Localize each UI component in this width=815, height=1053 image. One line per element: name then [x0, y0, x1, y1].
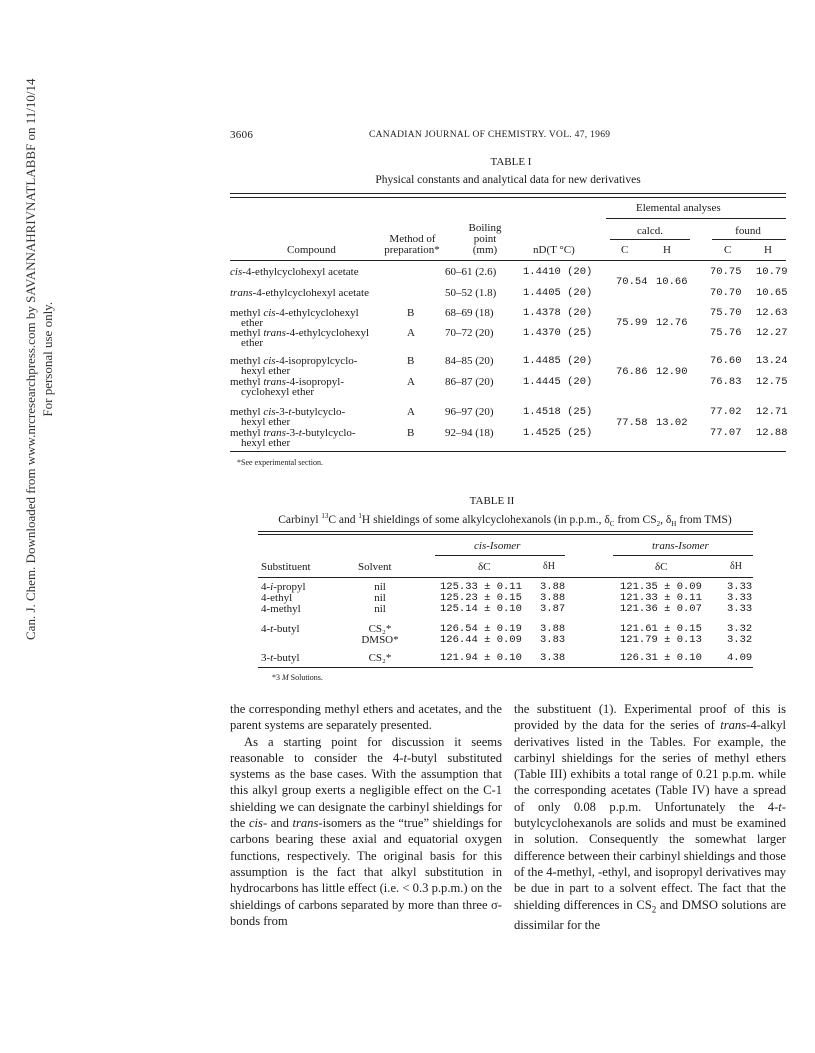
header-h2: H	[764, 244, 772, 256]
refractive-index: 1.4445 (20)	[523, 376, 593, 388]
found-c: 75.76	[710, 327, 742, 339]
trans-dh: 3.32	[727, 634, 753, 646]
trans-dh: 3.33	[727, 592, 753, 604]
refractive-index: 1.4525 (25)	[523, 427, 593, 439]
method: B	[407, 355, 415, 367]
calcd-rule	[610, 239, 690, 240]
header-dc-trans: δC	[655, 561, 668, 573]
table-1-footnote: *See experimental section.	[237, 458, 323, 467]
found-c: 70.75	[710, 266, 742, 278]
header-c2: C	[724, 244, 732, 256]
header-trans: trans-Isomer	[652, 540, 709, 552]
watermark-line-1: Can. J. Chem. Downloaded from www.nrcresearchpress.com by SAVANNAHRIVNATLABBF on 11/10/14	[23, 78, 38, 640]
trans-dh: 3.33	[727, 581, 753, 593]
compound-name: methyl cis-3-t-butylcyclo-	[230, 406, 346, 418]
solvent: DMSO*	[361, 634, 399, 646]
page-number: 3606	[230, 129, 254, 141]
table-2-top-rule-2	[258, 534, 753, 535]
boiling-point: 92–94 (18)	[445, 427, 494, 439]
header-compound: Compound	[287, 244, 336, 256]
found-h: 12.88	[756, 427, 788, 439]
compound-name: methyl trans-4-isopropyl-	[230, 376, 344, 388]
boiling-point: 50–52 (1.8)	[445, 287, 497, 299]
calcd-c: 70.54	[616, 276, 648, 288]
paragraph: As a starting point for discussion it seems reasonable to consider the 4-t-butyl substituted systems as the base cases. With the assumption that this alkyl group exerts a negligible effect on the C-1 shielding we can designate the carbinyl shieldings for the cis- and trans-isomers as the “true” shieldings for carbons bearing these axial and equatorial oxygen functions, respectively. The original basis for this assumption is the fact that alkyl substitution in hydrocarbons has little effect (i.e. < 0.3 p.p.m.) on the shieldings of carbons separated by more than three σ-bonds from	[230, 734, 502, 928]
substituent: 4-i-propyl	[261, 581, 306, 593]
method: A	[407, 327, 415, 339]
found-rule	[712, 239, 786, 240]
found-c: 75.70	[710, 307, 742, 319]
header-nd: nD(T °C)	[533, 244, 575, 256]
boiling-point: 86–87 (20)	[445, 376, 494, 388]
table-1-top-rule	[230, 193, 786, 194]
trans-dc: 121.79 ± 0.13	[620, 634, 702, 646]
found-c: 76.60	[710, 355, 742, 367]
method: A	[407, 406, 415, 418]
compound-name-cont: hexyl ether	[241, 365, 291, 377]
cis-dh: 3.83	[540, 634, 566, 646]
substituent: 3-t-butyl	[261, 652, 300, 664]
found-c: 70.70	[710, 287, 742, 299]
calcd-h: 12.90	[656, 366, 688, 378]
compound-name: methyl cis-4-ethylcyclohexyl	[230, 307, 359, 319]
cis-dc: 126.44 ± 0.09	[440, 634, 522, 646]
calcd-c: 76.86	[616, 366, 648, 378]
trans-dh: 3.33	[727, 603, 753, 615]
boiling-point: 68–69 (18)	[445, 307, 494, 319]
compound-name-cont: cyclohexyl ether	[241, 386, 314, 398]
body-column-left	[230, 701, 502, 929]
table-2-label: TABLE II	[469, 495, 515, 507]
table-1-caption: Physical constants and analytical data for new derivatives	[375, 174, 641, 186]
compound-name: methyl trans-3-t-butylcyclo-	[230, 427, 356, 439]
header-cis: cis-Isomer	[474, 540, 521, 552]
boiling-point: 96–97 (20)	[445, 406, 494, 418]
calcd-h: 12.76	[656, 317, 688, 329]
header-found: found	[735, 225, 761, 237]
trans-dh: 3.32	[727, 623, 753, 635]
cis-dc: 121.94 ± 0.10	[440, 652, 522, 664]
substituent: 4-t-butyl	[261, 623, 300, 635]
compound-name-cont: ether	[241, 337, 263, 349]
method: B	[407, 307, 415, 319]
solvent: nil	[374, 581, 386, 593]
compound-name: methyl cis-4-isopropylcyclo-	[230, 355, 358, 367]
trans-dc: 121.35 ± 0.09	[620, 581, 702, 593]
refractive-index: 1.4378 (20)	[523, 307, 593, 319]
cis-dh: 3.88	[540, 581, 566, 593]
boiling-point: 70–72 (20)	[445, 327, 494, 339]
calcd-c: 77.58	[616, 417, 648, 429]
found-h: 12.63	[756, 307, 788, 319]
refractive-index: 1.4518 (25)	[523, 406, 593, 418]
cis-dc: 125.14 ± 0.10	[440, 603, 522, 615]
table-2-footnote: *3 M Solutions.	[272, 673, 323, 682]
solvent: nil	[374, 603, 386, 615]
compound-name: cis-4-ethylcyclohexyl acetate	[230, 266, 359, 278]
table-2-caption: Carbinyl $^{13}$C and $^1$H shieldings of some alkylcyclohexanols (in p.p.m., $\delta_C$ from $CS_2$, $\delta_H$ from TMS)	[278, 512, 732, 529]
refractive-index: 1.4410 (20)	[523, 266, 593, 278]
compound-name-cont: ether	[241, 317, 263, 329]
method: B	[407, 427, 415, 439]
solvent: CS₂*	[368, 652, 392, 664]
header-substituent: Substituent	[261, 561, 311, 573]
table-1-bottom-rule	[230, 451, 786, 452]
header-boiling-1: Boiling	[468, 222, 502, 234]
header-calcd: calcd.	[637, 225, 663, 237]
elemental-rule	[606, 218, 786, 219]
refractive-index: 1.4485 (20)	[523, 355, 593, 367]
header-method-2: preparation*	[384, 244, 440, 256]
cis-dc: 125.23 ± 0.15	[440, 592, 522, 604]
cis-dc: 126.54 ± 0.19	[440, 623, 522, 635]
boiling-point: 60–61 (2.6)	[445, 266, 497, 278]
refractive-index: 1.4370 (25)	[523, 327, 593, 339]
found-h: 12.75	[756, 376, 788, 388]
substituent: 4-ethyl	[261, 592, 293, 604]
running-title: CANADIAN JOURNAL OF CHEMISTRY. VOL. 47, 1969	[369, 130, 611, 140]
header-c1: C	[621, 244, 629, 256]
header-dc-cis: δC	[478, 561, 491, 573]
header-elemental: Elemental analyses	[636, 202, 721, 214]
table-1-label: TABLE I	[490, 156, 532, 168]
header-solvent: Solvent	[358, 561, 392, 573]
cis-rule	[435, 555, 565, 556]
found-h: 10.65	[756, 287, 788, 299]
table-1-top-rule-2	[230, 197, 786, 198]
calcd-c: 75.99	[616, 317, 648, 329]
solvent: nil	[374, 592, 386, 604]
paragraph: the substituent (1). Experimental proof of this is provided by the data for the series of trans-4-alkyl derivatives listed in the Tables. For example, the carbinyl shieldings for the series of methyl ethers (Table III) exhibits a total range of 0.21 p.p.m. while the corresponding acetates (Table IV) have a spread of only 0.08 p.p.m. Unfortunately the 4-t-butylcyclohexanols are solids and must be examined in solution. Consequently the somewhat larger difference between their carbinyl shieldings and those of the 4-methyl, -ethyl, and isopropyl derivatives may be due in part to a solvent effect. The fact that the shielding differences in $CS_2$ and DMSO solutions are dissimilar for the	[514, 702, 787, 933]
trans-dc: 121.33 ± 0.11	[620, 592, 702, 604]
table-2-header-rule	[258, 577, 753, 578]
cis-dh: 3.88	[540, 623, 566, 635]
header-boiling-3: (mm)	[472, 244, 498, 256]
trans-dc: 126.31 ± 0.10	[620, 652, 702, 664]
found-h: 10.79	[756, 266, 788, 278]
header-dh-trans: δH	[730, 561, 742, 572]
cis-dh: 3.88	[540, 592, 566, 604]
found-c: 77.07	[710, 427, 742, 439]
found-h: 13.24	[756, 355, 788, 367]
boiling-point: 84–85 (20)	[445, 355, 494, 367]
solvent: CS₂*	[368, 623, 392, 635]
header-method-1: Method of	[389, 233, 436, 245]
calcd-h: 13.02	[656, 417, 688, 429]
cis-dh: 3.38	[540, 652, 566, 664]
table-2-bottom-rule	[258, 667, 753, 668]
table-2-top-rule	[258, 531, 753, 532]
header-boiling-2: point	[473, 233, 497, 245]
cis-dc: 125.33 ± 0.11	[440, 581, 522, 593]
compound-name: trans-4-ethylcyclohexyl acetate	[230, 287, 369, 299]
header-h1: H	[663, 244, 671, 256]
trans-dh: 4.09	[727, 652, 753, 664]
found-h: 12.27	[756, 327, 788, 339]
compound-name-cont: hexyl ether	[241, 437, 291, 449]
found-c: 76.83	[710, 376, 742, 388]
compound-name: methyl trans-4-ethylcyclohexyl	[230, 327, 370, 339]
table-1-header-rule	[230, 260, 786, 261]
paragraph: the corresponding methyl ethers and acetates, and the parent systems are separately presented.	[230, 702, 502, 733]
trans-dc: 121.61 ± 0.15	[620, 623, 702, 635]
body-column-right	[514, 701, 786, 934]
found-h: 12.71	[756, 406, 788, 418]
refractive-index: 1.4405 (20)	[523, 287, 593, 299]
trans-dc: 121.36 ± 0.07	[620, 603, 702, 615]
cis-dh: 3.87	[540, 603, 566, 615]
trans-rule	[613, 555, 753, 556]
method: A	[407, 376, 415, 388]
watermark-line-2: For personal use only.	[40, 301, 55, 417]
found-c: 77.02	[710, 406, 742, 418]
substituent: 4-methyl	[261, 603, 301, 615]
download-watermark	[22, 79, 56, 640]
header-dh-cis: δH	[543, 561, 555, 572]
compound-name-cont: hexyl ether	[241, 416, 291, 428]
calcd-h: 10.66	[656, 276, 688, 288]
